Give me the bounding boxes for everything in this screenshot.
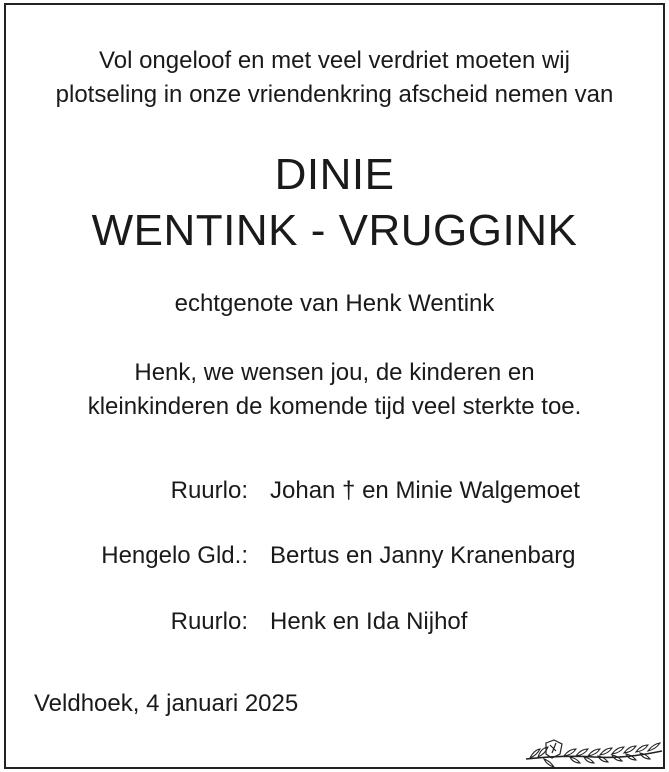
condolence-line-1: Henk, we wensen jou, de kinderen en [134, 359, 535, 386]
signatory-names: Bertus en Janny Kranenbarg [270, 542, 576, 569]
deceased-surname: WENTINK - VRUGGINK [91, 206, 578, 255]
intro-line-2: plotseling in onze vriendenkring afscheid nemen van [55, 81, 614, 108]
condolence-text [0, 356, 669, 424]
condolence-line-2: kleinkinderen de komende tijd veel sterkte toe. [87, 393, 582, 420]
signatory-place: Ruurlo: [170, 477, 248, 504]
signatory-place: Ruurlo: [170, 608, 248, 635]
laurel-branch-icon [524, 737, 664, 767]
place-and-date: Veldhoek, 4 januari 2025 [34, 690, 299, 717]
signatory-names: Henk en Ida Nijhof [270, 608, 468, 635]
spouse-line: echtgenote van Henk Wentink [174, 290, 495, 317]
signatory-names: Johan † en Minie Walgemoet [270, 477, 580, 504]
intro-line-1: Vol ongeloof en met veel verdriet moeten wij [99, 47, 570, 74]
intro-text [0, 44, 669, 112]
signatory-place: Hengelo Gld.: [101, 542, 248, 569]
deceased-first-name: DINIE [274, 150, 395, 199]
